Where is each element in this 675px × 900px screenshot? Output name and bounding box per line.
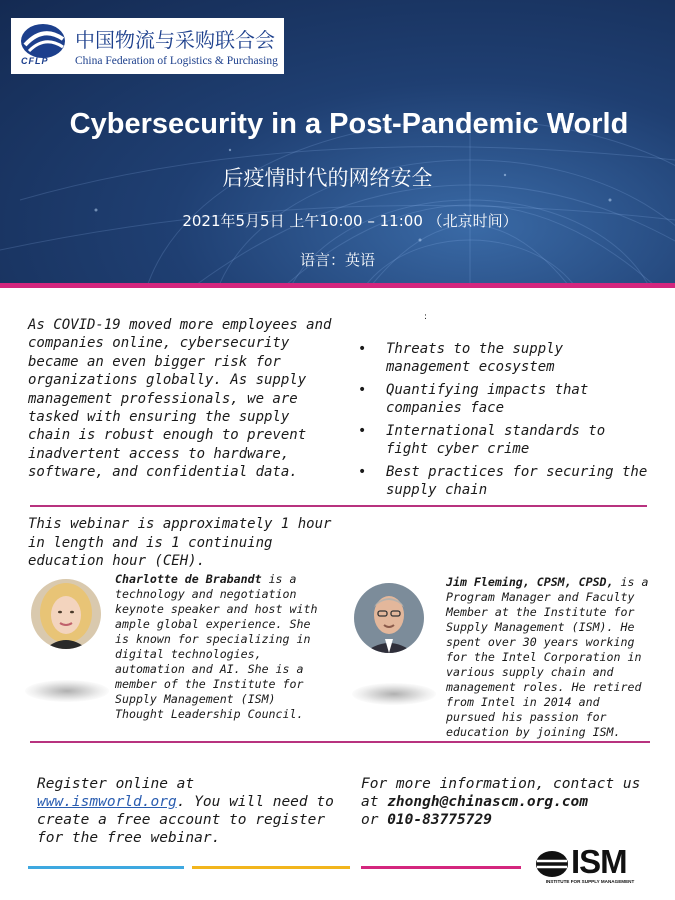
- ism-logo: [535, 843, 645, 889]
- section-divider: [30, 505, 647, 507]
- ism-globe-icon: [535, 849, 569, 879]
- bullet-icon: •: [358, 341, 367, 357]
- cflp-abbr: CFLP: [21, 56, 49, 66]
- duration-note: This webinar is approximately 1 hour in length and is 1 continuing education hour (CEH).: [28, 516, 332, 569]
- speaker-name: Charlotte de Brabandt: [115, 572, 262, 586]
- cflp-name-cn: 中国物流与采购联合会: [75, 28, 275, 52]
- footer-bar-yellow: [192, 866, 350, 869]
- cflp-name-en: China Federation of Logistics & Purchasing: [75, 55, 278, 67]
- bullet-icon: •: [358, 382, 367, 398]
- contact-line: For more information, contact us: [361, 776, 641, 792]
- ismworld-link[interactable]: www.ismworld.org: [37, 794, 177, 810]
- cflp-logo: [11, 18, 284, 74]
- list-item: • Best practices for securing the supply chain: [358, 464, 648, 498]
- footer-bar-pink: [361, 866, 521, 869]
- section-divider: [30, 741, 650, 743]
- list-item: • Threats to the supply management ecosystem: [358, 341, 564, 375]
- speaker-photo-charlotte: [31, 579, 101, 649]
- contact-email[interactable]: zhongh@chinascm.org.com: [387, 794, 588, 810]
- footer-bar-blue: [28, 866, 184, 869]
- speaker-bio-charlotte: Charlotte de Brabandt is a technology and negotiation keynote speaker and host with ample global experience. She is known for specializing in digital technologies, automation and AI. She is a member of the Institute for Supply Management (ISM) Thought Leadership Council.: [115, 572, 318, 721]
- header-divider: [0, 283, 675, 288]
- ism-subtitle: INSTITUTE FOR SUPPLY MANAGEMENT: [545, 879, 635, 884]
- intro-paragraph: As COVID-19 moved more employees and companies online, cybersecurity became an even bigger risk for organizations globally. As supply management professionals, we are tasked with ensuring the supply chain is robust enough to prevent inadvertent access to hardware, software, and confidential data.: [28, 317, 332, 481]
- contact-info: For more information, contact us at zhongh@chinascm.org.com or 010-83775729: [361, 775, 651, 829]
- bullet-icon: •: [358, 423, 367, 439]
- topics-list: [358, 341, 648, 505]
- speaker-photo-jim: [354, 583, 424, 653]
- header-banner: [0, 0, 675, 283]
- list-item: • Quantifying impacts that companies face: [358, 382, 589, 416]
- photo-shadow: [352, 683, 436, 705]
- bullet-icon: •: [358, 464, 367, 480]
- contact-phone: 010-83775729: [387, 812, 492, 828]
- photo-shadow: [25, 680, 109, 702]
- registration-note: Register online at www.ismworld.org. You will need to create a free account to register for the free webinar.: [37, 776, 334, 846]
- webinar-language: 语言：英语: [299, 251, 375, 269]
- ism-wordmark: ISM: [571, 843, 627, 880]
- speaker-name: Jim Fleming, CPSM, CPSD,: [446, 575, 614, 589]
- topics-marker: :: [424, 312, 428, 322]
- webinar-title: Cybersecurity in a Post-Pandemic World: [69, 108, 629, 140]
- speaker-bio-jim: Jim Fleming, CPSM, CPSD, is a Program Manager and Faculty Member at the Institute for Supply Management (ISM). He spent over 30 years working for the Intel Corporation in various supply chain and management roles. He retired from Intel in 2014 and pursued his passion for education by joining ISM.: [446, 575, 649, 739]
- webinar-subtitle-cn: 后疫情时代的网络安全: [222, 166, 433, 190]
- webinar-datetime: 2021年5月5日 上午10:00 – 11:00 （北京时间）: [182, 212, 518, 230]
- list-item: • International standards to fight cyber crime: [358, 423, 606, 457]
